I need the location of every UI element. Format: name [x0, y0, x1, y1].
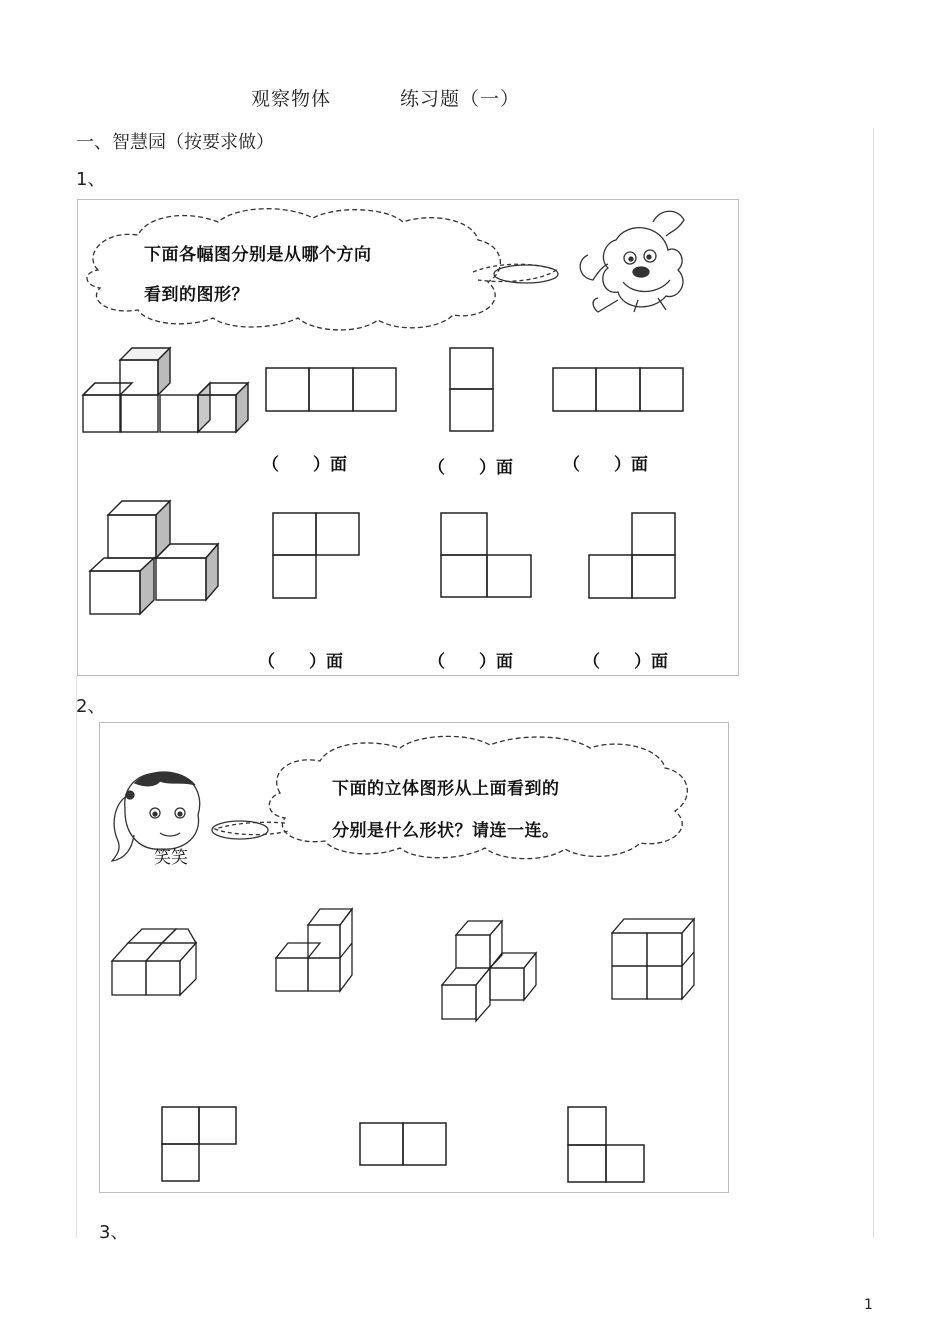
page-title-sub: 练习题（一）	[400, 88, 521, 110]
q1-row2-answer-3[interactable]: （ ）面	[583, 652, 668, 672]
right-margin-rule	[873, 128, 874, 1238]
q1-bubble-line-2: 看到的图形？	[144, 285, 249, 305]
q1-row1-answer-2[interactable]: （ ）面	[428, 458, 513, 478]
question-3-number: 3、	[99, 1222, 129, 1243]
question-2-panel	[99, 722, 729, 1193]
q2-bubble-line-2: 分别是什么形状？请连一连。	[332, 821, 560, 841]
q1-row2-answer-2[interactable]: （ ）面	[428, 652, 513, 672]
question-2-number: 2、	[76, 696, 106, 717]
question-1-number: 1、	[76, 169, 106, 190]
q1-row1-answer-1[interactable]: （ ）面	[262, 455, 347, 475]
left-margin-rule	[76, 676, 77, 1238]
question-1-figures	[78, 200, 738, 675]
page-number: 1	[864, 1297, 873, 1313]
section-heading: 一、智慧园（按要求做）	[76, 132, 274, 153]
page-title-main: 观察物体	[251, 88, 332, 110]
q1-row1-answer-3[interactable]: （ ）面	[563, 455, 648, 475]
q2-bubble-line-1: 下面的立体图形从上面看到的	[332, 779, 560, 799]
character-name-label: 笑笑	[154, 848, 188, 868]
question-1-panel	[77, 199, 739, 676]
q1-row2-answer-1[interactable]: （ ）面	[258, 652, 343, 672]
q1-bubble-line-1: 下面各幅图分别是从哪个方向	[144, 245, 372, 265]
